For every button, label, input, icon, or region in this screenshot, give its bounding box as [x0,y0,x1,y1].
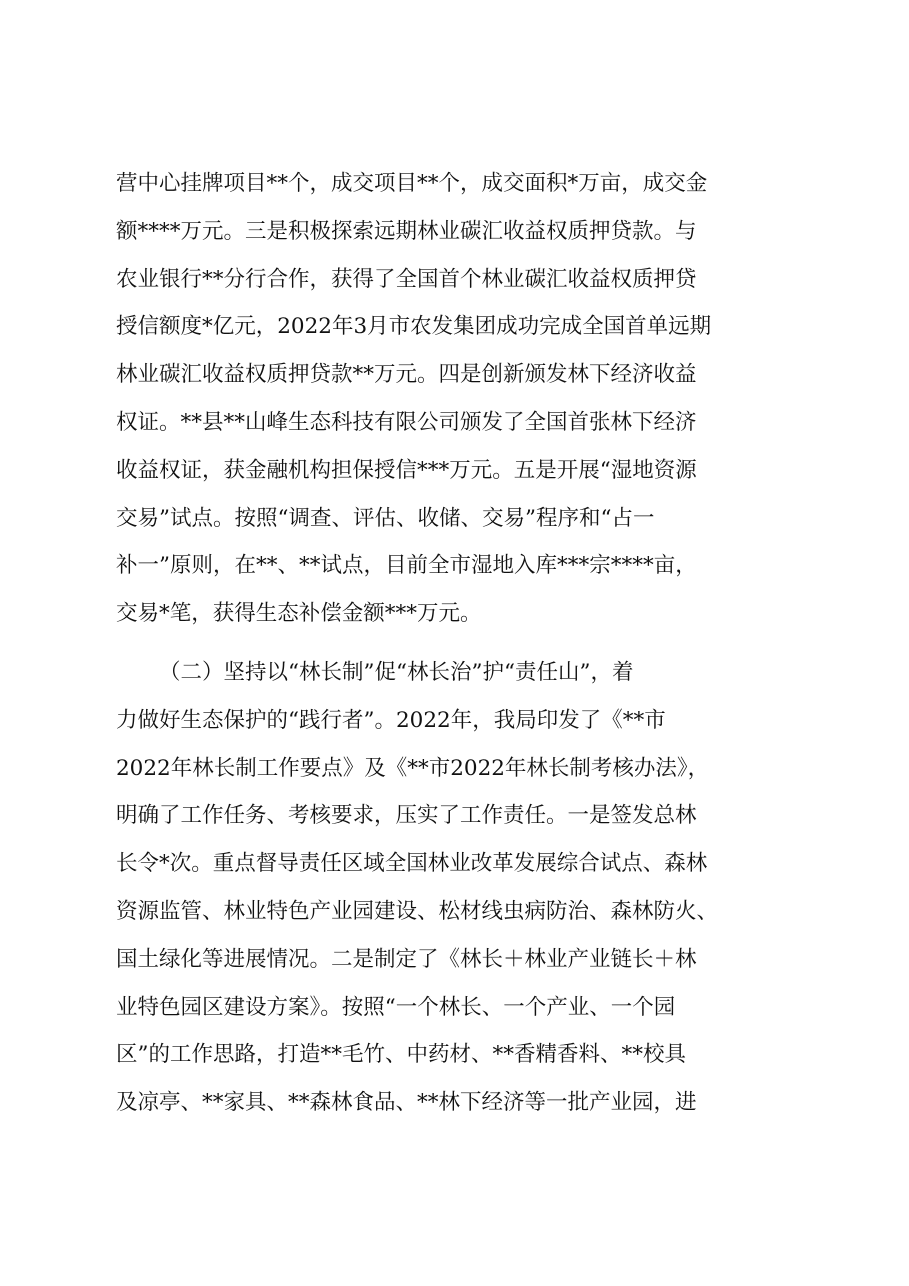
paragraph-2 [116,649,806,1127]
paragraph-1-line: 收益权证，获金融机构担保授信***万元。五是开展“湿地资源 [116,457,697,483]
document-body [116,160,806,1127]
paragraph-2-line: 国土绿化等进展情况。二是制定了《林长＋林业产业链长＋林 [116,946,697,972]
paragraph-1-line: 授信额度*亿元，2022年3月市农发集团成功完成全国首单远期 [116,314,712,340]
paragraph-spacing [116,638,806,649]
paragraph-1-line: 补一”原则，在**、**试点，目前全市湿地入库***宗****亩， [116,553,697,579]
paragraph-2-line: （二）坚持以“林长制”促“林长治”护“责任山”，着 [159,659,634,685]
paragraph-1-line: 额****万元。三是积极探索远期林业碳汇收益权质押贷款。与 [116,218,697,244]
paragraph-2-line: 资源监管、林业特色产业园建设、松材线虫病防治、森林防火、 [116,898,719,924]
paragraph-2-line: 2022年林长制工作要点》及《**市2022年林长制考核办法》， [116,755,710,781]
paragraph-1-line: 营中心挂牌项目**个，成交项目**个，成交面积*万亩，成交金 [116,171,708,196]
paragraph-1-line: 林业碳汇收益权质押贷款**万元。四是创新颁发林下经济收益 [116,362,697,388]
paragraph-2-line: 及凉亭、**家具、**森林食品、**林下经济等一批产业园，进 [116,1090,697,1116]
paragraph-1-line: 农业银行**分行合作，获得了全国首个林业碳汇收益权质押贷 [116,266,697,292]
paragraph-2-line: 明确了工作任务、考核要求，压实了工作责任。一是签发总林 [116,803,697,829]
paragraph-2-line: 业特色园区建设方案》。按照“一个林长、一个产业、一个园 [116,994,676,1020]
paragraph-2-line: 区”的工作思路，打造**毛竹、中药材、**香精香料、**校具 [116,1042,686,1068]
paragraph-1-line: 权证。**县**山峰生态科技有限公司颁发了全国首张林下经济 [116,409,697,435]
paragraph-1-line: 交易”试点。按照“调查、评估、收储、交易”程序和“占一 [116,505,655,531]
paragraph-1 [116,160,806,638]
paragraph-2-line: 力做好生态保护的“践行者”。2022年，我局印发了《**市 [116,707,666,733]
paragraph-1-line: 交易*笔，获得生态补偿金额***万元。 [116,601,482,627]
paragraph-2-line: 长令*次。重点督导责任区域全国林业改革发展综合试点、森林 [116,851,708,877]
